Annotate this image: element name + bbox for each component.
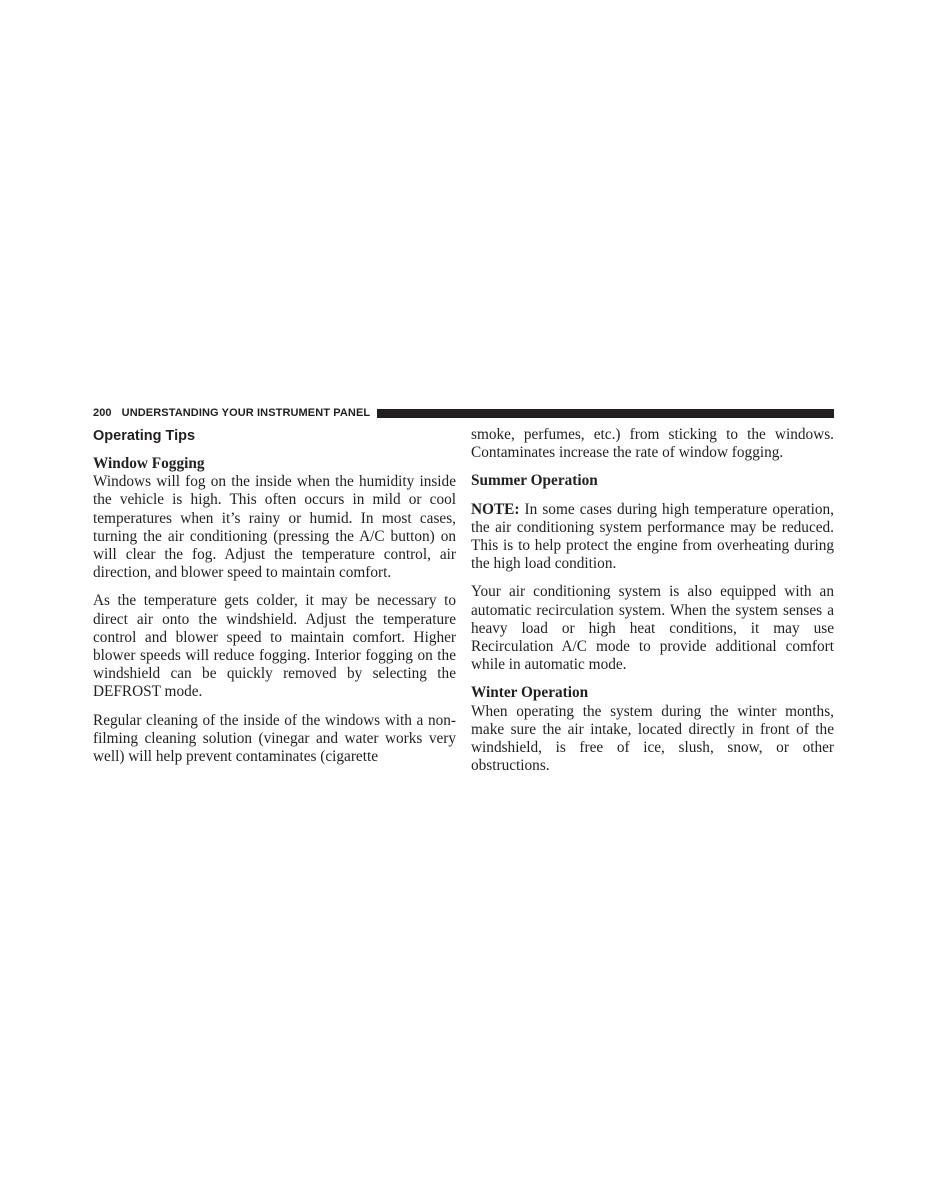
page-header (93, 405, 834, 421)
winter-operation-heading: Winter Operation (471, 684, 589, 702)
summer-note (471, 501, 834, 574)
colder-temperature-paragraph: As the temperature gets colder, it may be necessary to direct air onto the windshield. Adjust the temperature control and blower speed to maintain comfort. Higher blower speeds will reduce fogging. Interior fogging on the windshield can be quickly removed by selecting the DEFROST mode. (93, 592, 456, 701)
section-title: UNDERSTANDING YOUR INSTRUMENT PANEL (121, 407, 371, 419)
page-number: 200 (93, 407, 112, 419)
window-fogging-paragraph: Windows will fog on the inside when the humidity inside the vehicle is high. This often occurs in mild or cool temperatures when it’s rainy or humid. In most cases, turning the air conditioning (pressing the A/C button) on will clear the fog. Adjust the temperature control, air direction, and blower speed to maintain comfort. (93, 473, 456, 582)
operating-tips-heading: Operating Tips (93, 428, 196, 444)
left-column (93, 426, 456, 766)
recirculation-paragraph: Your air conditioning system is also equipped with an automatic recirculation system. When the system senses a heavy load or high heat conditions, it may use Recirculation A/C mode to provide additional comfort while in automatic mode. (471, 583, 834, 674)
header-rule (377, 409, 834, 418)
window-fogging-heading: Window Fogging (93, 455, 205, 472)
winter-operation-paragraph: When operating the system during the winter months, make sure the air intake, located directly in front of the windshield, is free of ice, slush, snow, or other obstructions. (471, 702, 834, 775)
note-label: NOTE: (471, 500, 520, 518)
window-cleaning-paragraph: Regular cleaning of the inside of the windows with a non-filming cleaning solution (vinegar and water works very well) will help prevent contaminates (cigarette (93, 711, 456, 766)
right-column (471, 426, 834, 775)
note-text: In some cases during high temperature operation, the air conditioning system performance may be reduced. This is to help protect the engine from overheating during the high load condition. (471, 500, 834, 573)
window-cleaning-continuation: smoke, perfumes, etc.) from sticking to the windows. Contaminates increase the rate of window fogging. (471, 426, 834, 462)
summer-operation-heading: Summer Operation (471, 472, 598, 490)
